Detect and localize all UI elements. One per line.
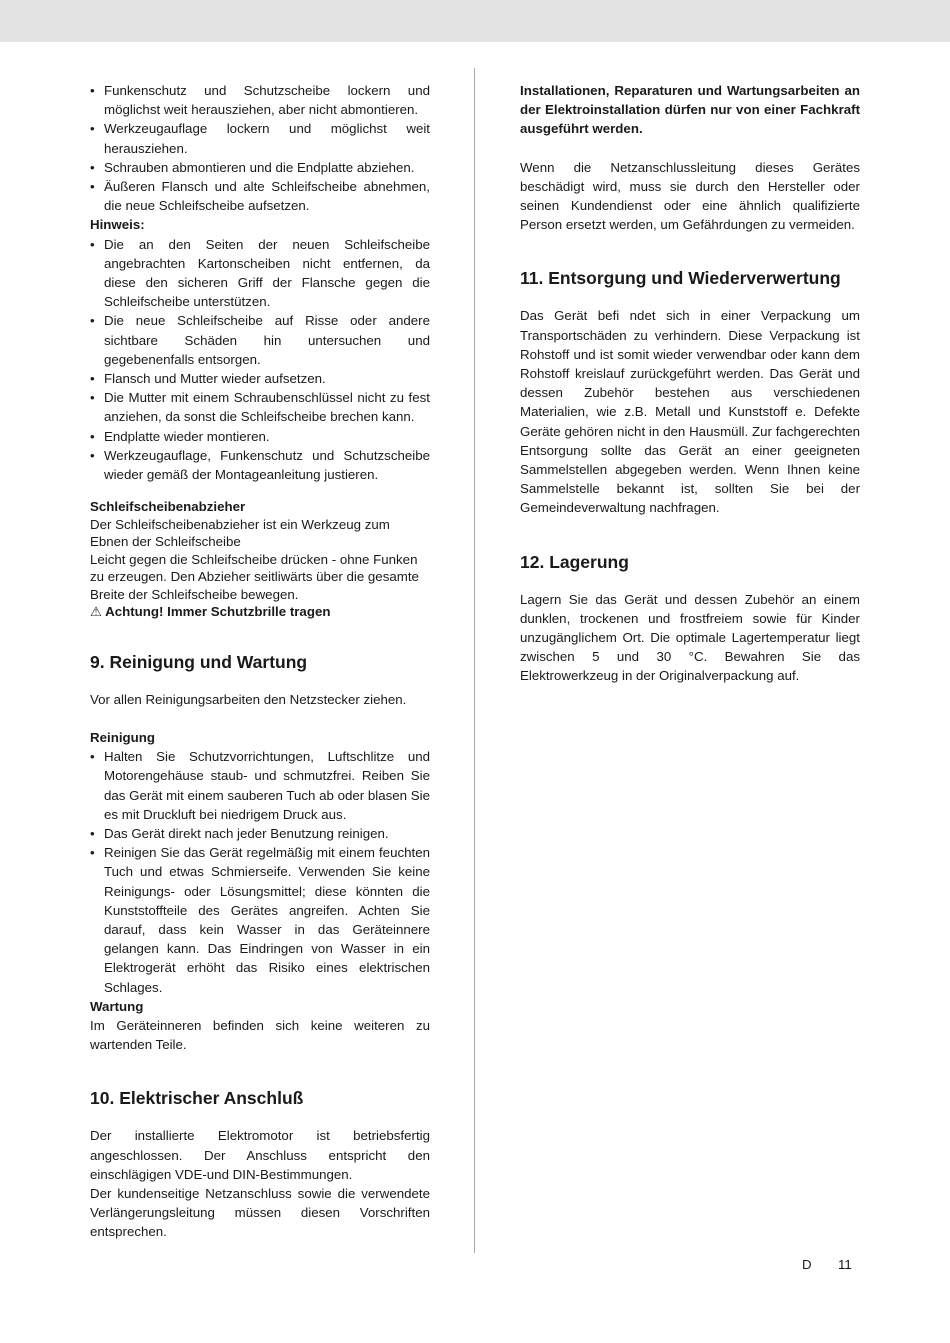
reinigung-heading: Reinigung xyxy=(90,729,155,745)
steps-list xyxy=(90,81,430,215)
list-item: • Reinigen Sie das Gerät regelmäßig mit einem feuchten Tuch und etwas Schmierseife. Verwenden Sie keine Reinigungs- oder Lösungsmittel; diese könnten die Kunststoffteile des Gerätes angreifen. Achten Sie darauf, dass kein Wasser in das Geräteinnere gelangen kann. Das Eindringen von Wasser in ein Elektrogerät erhöht das Risiko eines elektrischen Schlages. xyxy=(90,843,430,997)
list-item: • Das Gerät direkt nach jeder Benutzung reinigen. xyxy=(90,824,430,843)
section-11-text: Das Gerät befi ndet sich in einer Verpackung um Transportschäden zu verhindern. Diese Verpackung ist Rohstoff und ist somit wieder verwendbar oder kann dem Rohstoff kreislauf zurückgeführt werden. Das Gerät und dessen Zubehör bestehen aus verschiedenen Materialien, wie z.B. Metall und Kunststoff e. Defekte Geräte gehören nicht in den Hausmüll. Zur fachgerechten Entsorgung sollte das Gerät an einer geeigneten Sammelstellen abgegeben werden. Wenn Ihnen keine Sammelstelle bekannt ist, sollten Sie bei der Gemeindeverwaltung nachfragen. xyxy=(520,308,860,516)
left-column xyxy=(90,81,430,1242)
warning-triangle-icon: ⚠ xyxy=(90,604,102,620)
list-item: • Funkenschutz und Schutzscheibe lockern und möglichst weit herausziehen, aber nicht abmontieren. xyxy=(90,81,430,119)
right-column xyxy=(520,81,860,686)
section-9-intro: Vor allen Reinigungsarbeiten den Netzstecker ziehen. xyxy=(90,691,407,707)
list-item: • Äußeren Flansch und alte Schleifscheibe abnehmen, die neue Schleifscheibe aufsetzen. xyxy=(90,177,430,215)
abzieher-heading: Schleifscheibenabzieher xyxy=(90,499,246,515)
column-divider xyxy=(474,68,475,1253)
reinigung-list xyxy=(90,747,430,997)
list-item: • Werkzeugauflage, Funkenschutz und Schutzscheibe wieder gemäß der Montageanleitung justieren. xyxy=(90,446,430,484)
footer-page-number: 11 xyxy=(838,1257,852,1272)
hinweis-heading: Hinweis: xyxy=(90,217,145,233)
list-item: • Schrauben abmontieren und die Endplatte abziehen. xyxy=(90,158,430,177)
list-item: • Flansch und Mutter wieder aufsetzen. xyxy=(90,369,430,388)
header-band xyxy=(0,0,950,42)
wartung-heading: Wartung xyxy=(90,998,144,1014)
wartung-text: Im Geräteinneren befinden sich keine weiteren zu wartenden Teile. xyxy=(90,1018,430,1053)
warning-text: Achtung! Immer Schutzbrille tragen xyxy=(105,604,331,620)
netzanschluss-text: Wenn die Netzanschlussleitung dieses Gerätes beschädigt wird, muss sie durch den Hersteller oder seinen Kundendienst oder eine ähnlich qualifizierte Person ersetzt werden, um Gefährdungen zu vermeiden. xyxy=(520,159,860,233)
hinweis-list xyxy=(90,235,430,485)
section-11-title: 11. Entsorgung und Wiederverwertung xyxy=(520,268,841,289)
section-10-paragraph-2: Der kundenseitige Netzanschluss sowie die verwendete Verlängerungsleitung müssen diesen Vorschriften entsprechen. xyxy=(90,1186,430,1240)
list-item: • Die neue Schleifscheibe auf Risse oder andere sichtbare Schäden hin untersuchen und gegebenenfalls entsorgen. xyxy=(90,311,430,369)
abzieher-paragraph-1: Der Schleifscheibenabzieher ist ein Werkzeug zum Ebnen der Schleifscheibe xyxy=(90,516,390,550)
installation-notice: Installationen, Reparaturen und Wartungsarbeiten an der Elektroinstallation dürfen nur von einer Fachkraft ausgeführt werden. xyxy=(520,83,860,137)
section-10-title: 10. Elektrischer Anschluß xyxy=(90,1088,304,1109)
abzieher-paragraph-2: Leicht gegen die Schleifscheibe drücken - ohne Funken zu erzeugen. Den Abzieher seitliwärts über die gesamte Breite der Schleifscheibe bewegen. xyxy=(90,551,419,602)
section-12-text: Lagern Sie das Gerät und dessen Zubehör an einem dunklen, trockenen und frostfreiem sowie für Kinder unzugänglichem Ort. Die optimale Lagertemperatur liegt zwischen 5 und 30 °C. Bewahren Sie das Elektrowerkzeug in der Originalverpackung auf. xyxy=(520,591,860,684)
list-item: • Endplatte wieder montieren. xyxy=(90,427,430,446)
footer-language: D xyxy=(802,1257,812,1272)
warning-line xyxy=(90,603,430,621)
section-10-paragraph-1: Der installierte Elektromotor ist betriebsfertig angeschlossen. Der Anschluss entspricht den einschlägigen VDE-und DIN-Bestimmungen. xyxy=(90,1128,430,1182)
list-item: • Die Mutter mit einem Schraubenschlüssel nicht zu fest anziehen, da sonst die Schleifscheibe brechen kann. xyxy=(90,388,430,426)
list-item: • Die an den Seiten der neuen Schleifscheibe angebrachten Kartonscheiben nicht entfernen, da diese den sicheren Griff der Flansche gegen die Schleifscheibe unterstützen. xyxy=(90,235,430,312)
section-9-title: 9. Reinigung und Wartung xyxy=(90,651,308,672)
list-item: • Halten Sie Schutzvorrichtungen, Luftschlitze und Motorengehäuse staub- und schmutzfrei. Reiben Sie das Gerät mit einem sauberen Tuch ab oder blasen Sie es mit Druckluft bei niedrigem Druck aus. xyxy=(90,747,430,824)
section-12-title: 12. Lagerung xyxy=(520,551,629,572)
list-item: • Werkzeugauflage lockern und möglichst weit herausziehen. xyxy=(90,119,430,157)
